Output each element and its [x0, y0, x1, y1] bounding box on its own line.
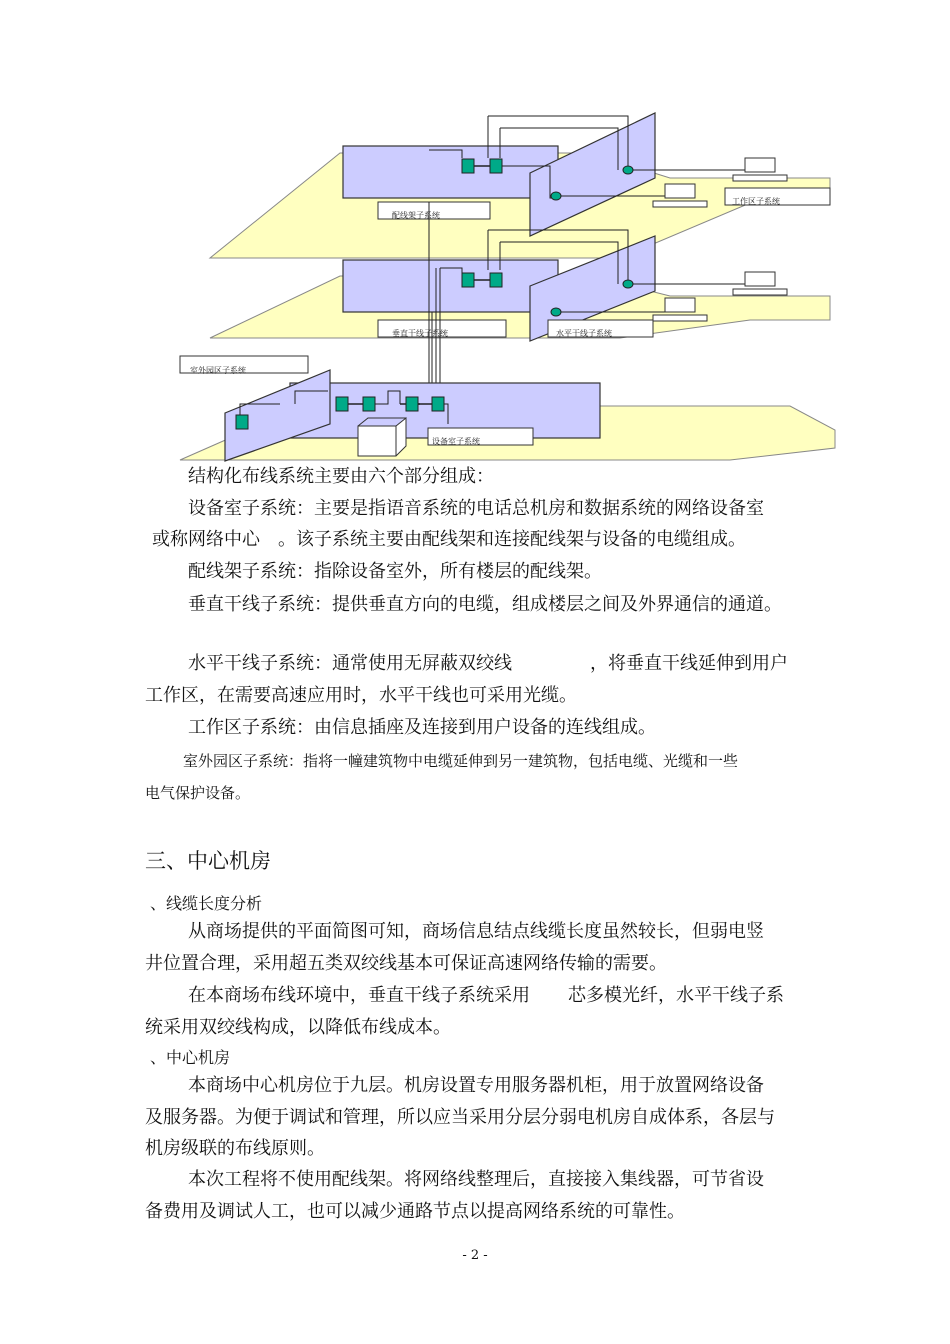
subheading-central-room: 、中心机房	[150, 1048, 231, 1067]
para-no-rack-l2: 备费用及调试人工，也可以减少通路节点以提高网络系统的可靠性。	[145, 1201, 685, 1222]
subheading-cable-length: 、线缆长度分析	[150, 894, 263, 913]
para-no-rack-l1: 本次工程将不使用配线架。将网络线整理后，直接接入集线器，可节省设	[188, 1169, 764, 1190]
para-horizontal-trunk-l2: 工作区，在需要高速应用时，水平干线也可采用光缆。	[145, 685, 577, 706]
para-fiber-l2: 统采用双绞线构成，以降低布线成本。	[145, 1017, 451, 1038]
para-horizontal-trunk-b: ，将垂直干线延伸到用户	[590, 653, 788, 674]
label-vertical-trunk: 垂直干线子系统	[392, 329, 448, 338]
label-horizontal-trunk: 水平干线子系统	[556, 329, 612, 338]
page-number: - 2 -	[462, 1248, 488, 1263]
para-campus-l1: 室外园区子系统：指将一幢建筑物中电缆延伸到另一建筑物，包括电缆、光缆和一些	[183, 752, 739, 770]
para-vertical-trunk: 垂直干线子系统：提供垂直方向的电缆，组成楼层之间及外界通信的通道。	[188, 594, 782, 615]
para-fiber-a: 在本商场布线环境中，垂直干线子系统采用	[188, 985, 530, 1006]
para-work-area: 工作区子系统：由信息插座及连接到用户设备的连线组成。	[188, 717, 656, 738]
cabling-system-diagram	[170, 108, 840, 468]
para-cable-length-l2: 井位置合理，采用超五类双绞线基本可保证高速网络传输的需要。	[145, 953, 667, 974]
label-work-area: 工作区子系统	[732, 197, 780, 206]
para-fiber-b: 芯多模光纤，水平干线子系	[568, 985, 784, 1006]
label-wiring-rack: 配线架子系统	[392, 211, 440, 220]
para-room-location-l3: 机房级联的布线原则。	[145, 1138, 325, 1159]
para-campus-l2: 电气保护设备。	[145, 784, 251, 802]
para-equipment-room-l1: 设备室子系统：主要是指语音系统的电话总机房和数据系统的网络设备室	[188, 498, 764, 519]
label-campus: 室外园区子系统	[190, 366, 246, 375]
para-intro: 结构化布线系统主要由六个部分组成：	[188, 466, 494, 487]
section-heading-central-room: 三、中心机房	[145, 849, 271, 873]
para-room-location-l1: 本商场中心机房位于九层。机房设置专用服务器机柜，用于放置网络设备	[188, 1075, 764, 1096]
para-equipment-room-l2: 或称网络中心 。该子系统主要由配线架和连接配线架与设备的电缆组成。	[152, 529, 746, 550]
label-equipment-room: 设备室子系统	[432, 437, 480, 446]
para-room-location-l2: 及服务器。为便于调试和管理，所以应当采用分层分弱电机房自成体系，各层与	[145, 1107, 775, 1128]
top-rack-panel	[343, 146, 558, 198]
para-horizontal-trunk-a: 水平干线子系统：通常使用无屏蔽双绞线	[188, 653, 512, 674]
para-cable-length-l1: 从商场提供的平面简图可知，商场信息结点线缆长度虽然较长，但弱电竖	[188, 921, 764, 942]
para-wiring-rack: 配线架子系统：指除设备室外，所有楼层的配线架。	[188, 561, 602, 582]
